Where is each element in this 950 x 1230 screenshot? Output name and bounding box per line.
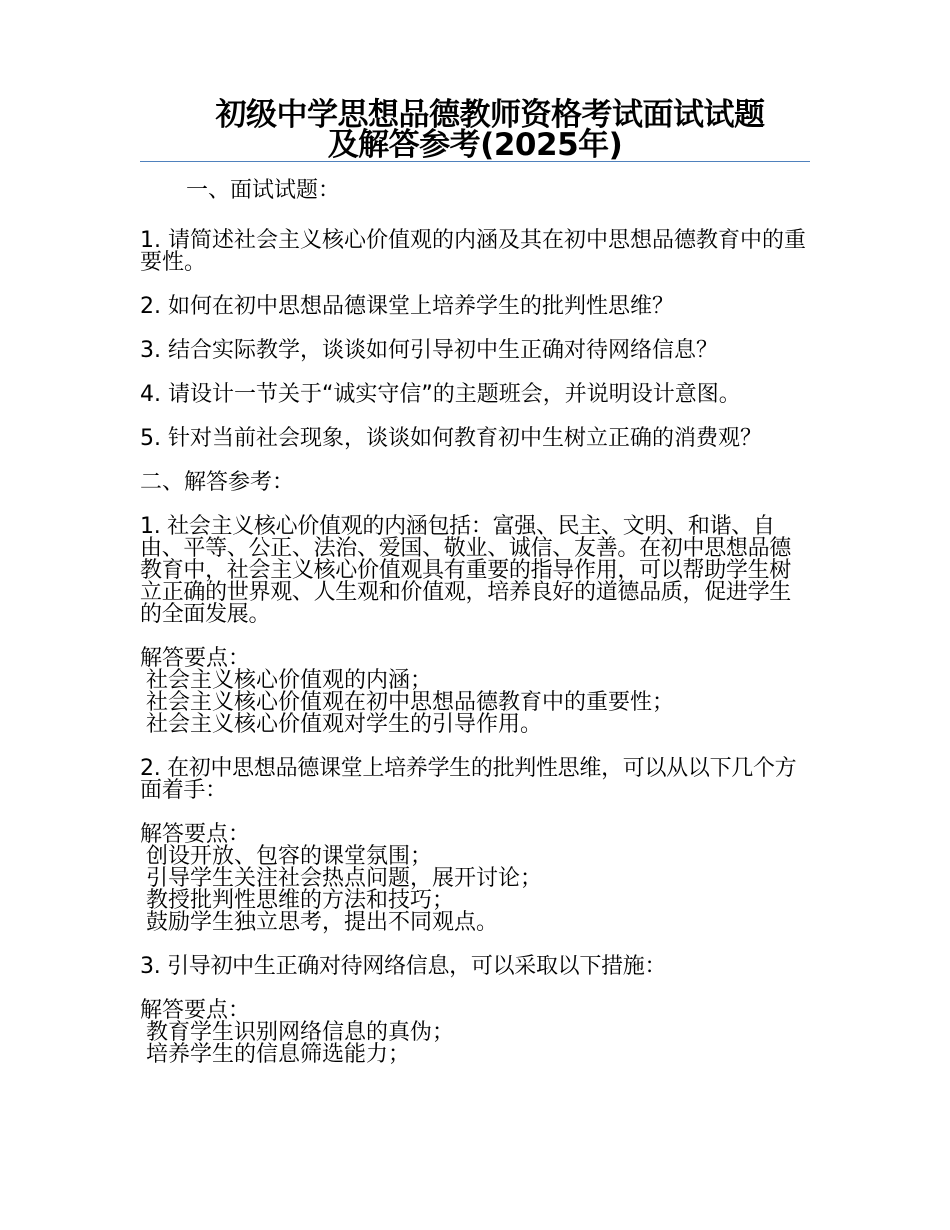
list-item: 引导学生关注社会热点问题，展开讨论； xyxy=(146,866,543,891)
list-item: 创设开放、包容的课堂氛围； xyxy=(146,844,433,869)
answer-2-points-title: 解答要点： xyxy=(140,822,251,847)
answer-1-points-title: 解答要点： xyxy=(140,646,251,671)
question-5: 5. 针对当前社会现象，谈谈如何教育初中生树立正确的消费观？ xyxy=(140,426,762,451)
list-item: 社会主义核心价值观在初中思想品德教育中的重要性； xyxy=(146,690,675,715)
answer-3-points-title: 解答要点： xyxy=(140,998,251,1023)
question-2: 2. 如何在初中思想品德课堂上培养学生的批判性思维？ xyxy=(140,294,674,319)
title-line-2: 及解答参考(2025年) xyxy=(327,127,623,163)
answer-2-points xyxy=(140,846,812,934)
list-item: 鼓励学生独立思考，提出不同观点。 xyxy=(146,910,499,935)
list-item: 教授批判性思维的方法和技巧； xyxy=(146,888,455,913)
question-4: 4. 请设计一节关于“诚实守信”的主题班会，并说明设计意图。 xyxy=(140,382,741,407)
document-body xyxy=(140,180,812,1088)
list-item: 社会主义核心价值观的内涵； xyxy=(146,668,433,693)
question-3: 3. 结合实际教学，谈谈如何引导初中生正确对待网络信息？ xyxy=(140,338,718,363)
list-item: 培养学生的信息筛选能力； xyxy=(146,1042,411,1067)
answer-3-points xyxy=(140,1022,812,1066)
answer-1-points xyxy=(140,670,812,736)
section-heading-questions: 一、面试试题： xyxy=(186,178,341,203)
list-item: 社会主义核心价值观对学生的引导作用。 xyxy=(146,712,543,737)
title-underline xyxy=(140,161,810,162)
list-item: 教育学生识别网络信息的真伪； xyxy=(146,1020,455,1045)
answer-3-text: 3. 引导初中生正确对待网络信息，可以采取以下措施： xyxy=(140,954,667,979)
section-heading-answers: 二、解答参考： xyxy=(140,470,295,495)
answer-1-text: 1. 社会主义核心价值观的内涵包括：富强、民主、文明、和谐、自由、平等、公正、法治、爱国、敬业、诚信、友善。在初中思想品德教育中，社会主义核心价值观具有重要的指导作用，可以帮助学生树立正确的世界观、人生观和价值观，培养良好的道德品质，促进学生的全面发展。 xyxy=(140,514,792,627)
title-line-1: 初级中学思想品德教师资格考试面试试题 xyxy=(215,97,765,133)
answer-2-text: 2. 在初中思想品德课堂上培养学生的批判性思维，可以从以下几个方面着手： xyxy=(140,756,797,803)
question-1: 1. 请简述社会主义核心价值观的内涵及其在初中思想品德教育中的重要性。 xyxy=(140,228,806,275)
document-title xyxy=(140,97,810,163)
